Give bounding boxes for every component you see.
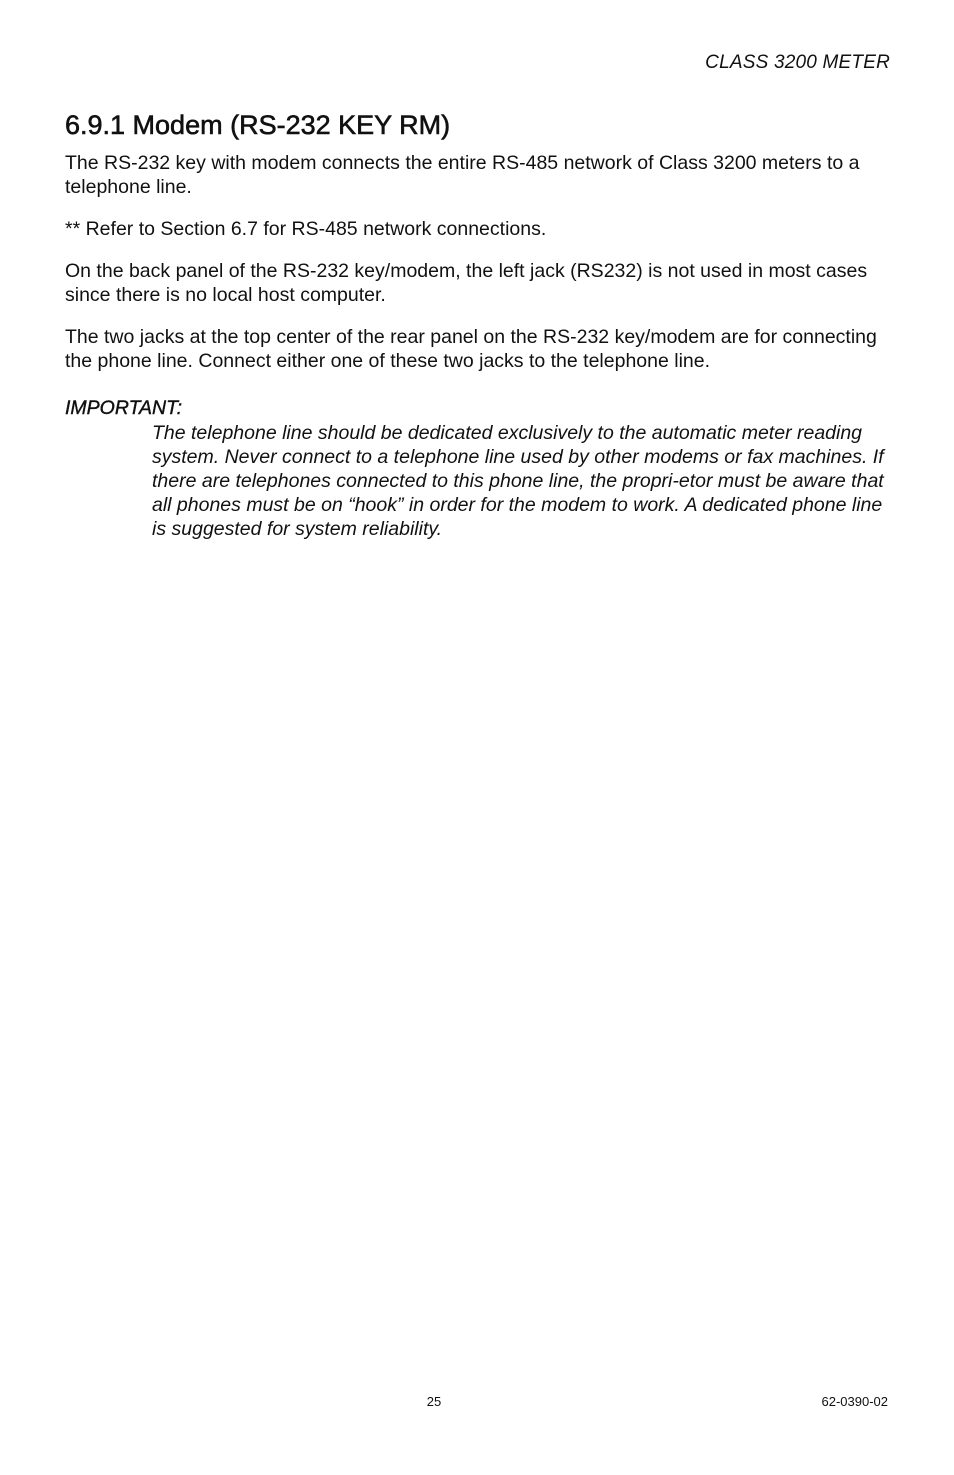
paragraph-left-jack: On the back panel of the RS-232 key/modem, the left jack (RS232) is not used in most cases since there is no local host computer. [65, 260, 868, 306]
important-label: IMPORTANT: [65, 397, 182, 419]
document-number: 62-0390-02 [821, 1394, 888, 1409]
section-title: 6.9.1 Modem (RS-232 KEY RM) [65, 110, 451, 140]
paragraph-intro: The RS-232 key with modem connects the entire RS-485 network of Class 3200 meters to a telephone line. [65, 152, 860, 198]
important-note: The telephone line should be dedicated exclusively to the automatic meter reading system. Never connect to a telephone line used by other modems or fax machines. If there are telephones connected to this phone line, the propri-etor must be aware that all phones must be on “hook” in order for the modem to work. A dedicated phone line is suggested for system reliability. [152, 422, 884, 540]
page-content [65, 110, 893, 541]
paragraph-phone-jacks: The two jacks at the top center of the rear panel on the RS-232 key/modem are for connecting the phone line. Connect either one of these two jacks to the telephone line. [65, 326, 877, 372]
page-number: 25 [426, 1394, 442, 1409]
running-header: CLASS 3200 METER [705, 52, 890, 73]
paragraph-reference-note: ** Refer to Section 6.7 for RS-485 network connections. [65, 218, 547, 240]
